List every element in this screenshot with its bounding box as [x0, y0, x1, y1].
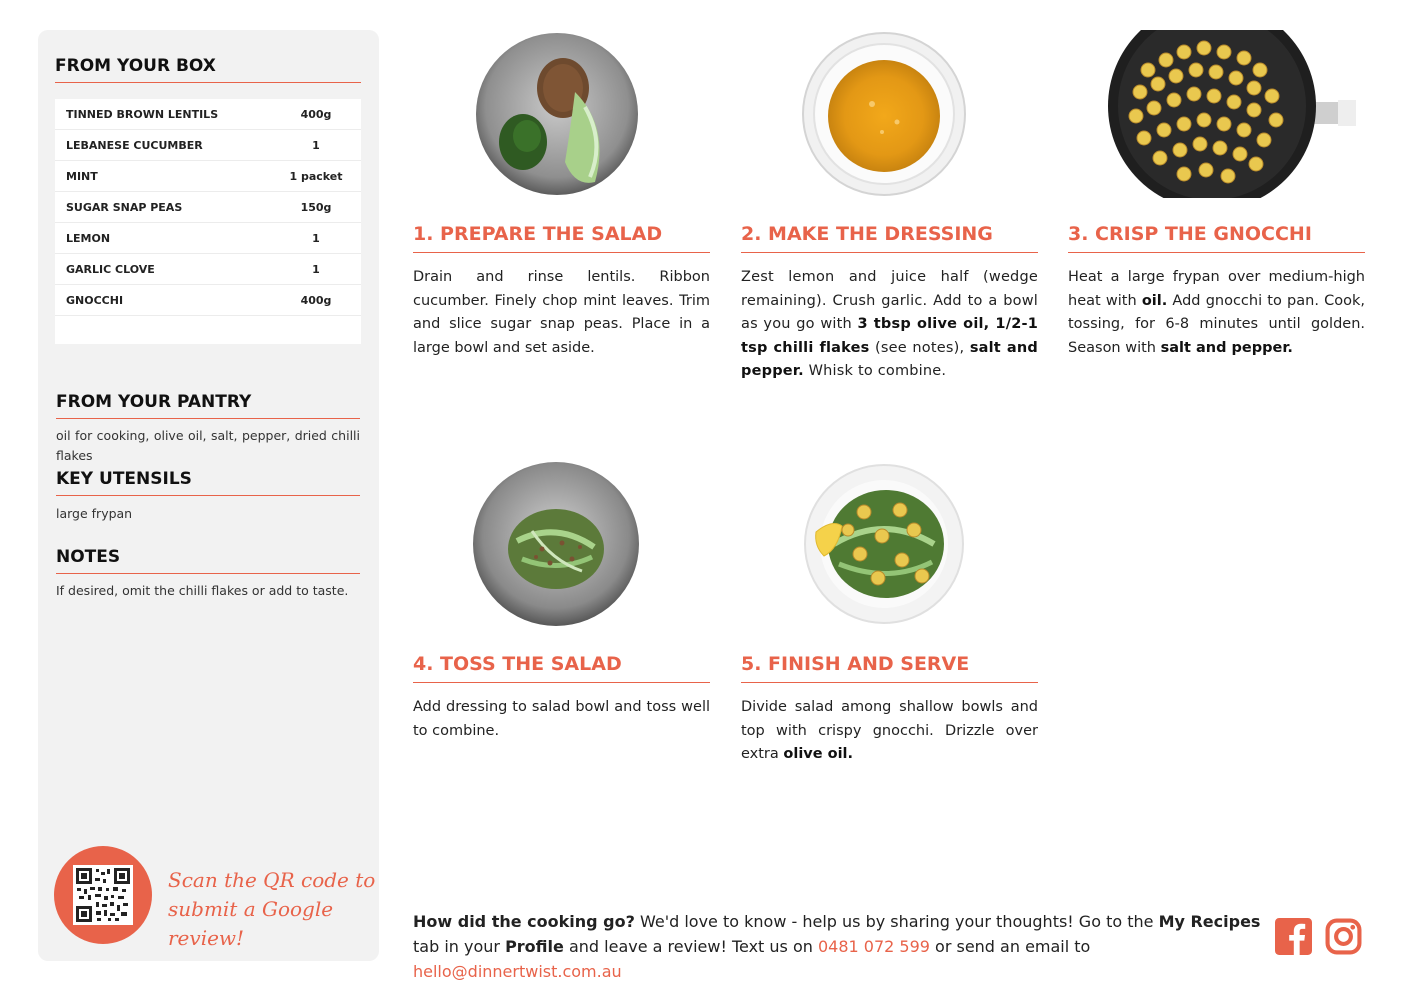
pantry-text: oil for cooking, olive oil, salt, pepper, dried chilli flakes: [56, 428, 360, 463]
divider: [56, 418, 360, 419]
sidebar: [38, 30, 379, 961]
ingredient-name: SUGAR SNAP PEAS: [66, 200, 183, 214]
email-link[interactable]: hello@dinnertwist.com.au: [413, 962, 622, 981]
qr-badge[interactable]: [54, 846, 152, 944]
ingredient-qty: 1: [312, 138, 320, 152]
ingredient-qty: 150g: [300, 200, 332, 214]
tossed-salad-bowl-image: [472, 461, 640, 627]
divider: [55, 82, 361, 83]
table-row: [55, 130, 361, 161]
step-4-title: 4. TOSS THE SALAD: [413, 653, 622, 675]
table-row: [55, 161, 361, 192]
table-row: [55, 254, 361, 285]
step-1-text: Drain and rinse lentils. Ribbon cucumber. Finely chop mint leaves. Trim and slice sugar snap peas. Place in a large bowl and set aside.: [413, 269, 710, 356]
step-2-text: Zest lemon and juice half (wedge remaining). Crush garlic. Add to a bowl as you go with 3 tbsp olive oil, 1/2-1 tsp chilli flakes (see notes), salt and pepper. Whisk to combine.: [741, 269, 1038, 379]
qr-caption: [168, 866, 379, 953]
divider: [1068, 252, 1365, 253]
step-5-text: Divide salad among shallow bowls and top with crispy gnocchi. Drizzle over extra olive oil.: [741, 699, 1038, 762]
ingredient-name: MINT: [66, 169, 98, 183]
dressing-bowl-image: [802, 32, 966, 196]
qr-caption-line-1: Scan the QR code to: [168, 868, 376, 892]
step-5-title: 5. FINISH AND SERVE: [741, 653, 970, 675]
from-your-pantry-title: FROM YOUR PANTRY: [56, 392, 252, 412]
notes-text: If desired, omit the chilli flakes or add to taste.: [56, 583, 349, 598]
qr-code[interactable]: [73, 865, 133, 925]
profile-label: Profile: [505, 937, 564, 956]
divider: [413, 252, 710, 253]
step-3-text: Heat a large frypan over medium-high heat with oil. Add gnocchi to pan. Cook, tossing, for 6-8 minutes until golden. Season with salt and pepper.: [1068, 269, 1365, 356]
from-your-box-title: FROM YOUR BOX: [55, 56, 216, 76]
table-row: [55, 192, 361, 223]
step-3-title: 3. CRISP THE GNOCCHI: [1068, 223, 1312, 245]
table-row: [55, 285, 361, 316]
divider: [741, 682, 1038, 683]
table-row: [55, 223, 361, 254]
ingredient-qty: 1: [312, 231, 320, 245]
notes-title: NOTES: [56, 547, 121, 567]
ingredient-name: TINNED BROWN LENTILS: [66, 107, 219, 121]
divider: [56, 573, 360, 574]
ingredient-name: GARLIC CLOVE: [66, 262, 155, 276]
utensils-text: large frypan: [56, 506, 133, 521]
table-row: [55, 99, 361, 130]
step-2-title: 2. MAKE THE DRESSING: [741, 223, 993, 245]
ingredient-qty: 400g: [300, 107, 332, 121]
ingredient-name: GNOCCHI: [66, 293, 124, 307]
ingredient-qty: 400g: [300, 293, 332, 307]
step-4-text: Add dressing to salad bowl and toss well to combine.: [413, 699, 710, 739]
bowl-lentils-cucumber-image: [475, 32, 639, 196]
ingredient-name: LEMON: [66, 231, 111, 245]
my-recipes-label: My Recipes: [1158, 912, 1261, 931]
phone-link[interactable]: 0481 072 599: [817, 937, 930, 956]
finished-dish-image: [804, 464, 964, 624]
ingredient-name: LEBANESE CUCUMBER: [66, 138, 203, 152]
step-1-title: 1. PREPARE THE SALAD: [413, 223, 663, 245]
footer-review-text: How did the cooking go? We'd love to know - help us by sharing your thoughts! Go to the My Recipes tab in your Profile and leave a review! Text us on 0481 072 599 or send an email to hello@dinnertwist.com.au: [413, 912, 1261, 981]
frypan-gnocchi-image: [1108, 30, 1358, 198]
ingredient-qty: 1: [312, 262, 320, 276]
divider: [741, 252, 1038, 253]
facebook-icon[interactable]: [1275, 918, 1312, 955]
divider: [56, 495, 360, 496]
divider: [413, 682, 710, 683]
footer-question: How did the cooking go?: [413, 912, 635, 931]
key-utensils-title: KEY UTENSILS: [56, 469, 192, 489]
instagram-icon[interactable]: [1325, 918, 1362, 955]
ingredient-qty: 1 packet: [289, 169, 343, 183]
qr-caption-line-2: submit a Google review!: [168, 897, 334, 950]
ingredients-table: [55, 99, 361, 344]
